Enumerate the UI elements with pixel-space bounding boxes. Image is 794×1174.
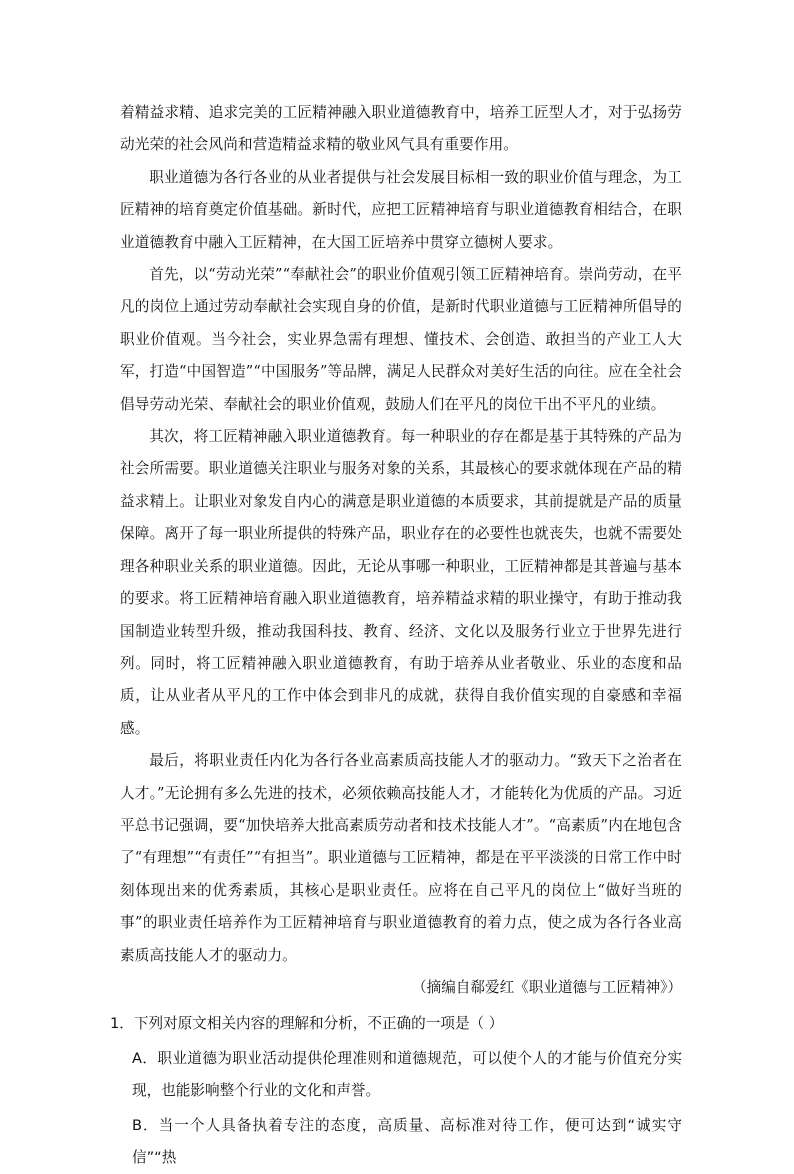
article-paragraph-4: 其次，将工匠精神融入职业道德教育。每一种职业的存在都是基于其特殊的产品为社会所需要。职业道德关注职业与服务对象的关系，其最核心的要求就体现在产品的精益求精上。让职业对象发自内心的满意是职业道德的本质要求，其前提就是产品的质量保障。离开了每一职业所提供的特殊产品，职业存在的必要性也就丧失，也就不需要处理各种职业关系的职业道德。因此，无论从事哪一种职业，工匠精神都是其普遍与基本的要求。将工匠精神培育融入职业道德教育，培养精益求精的职业操守，有助于推动我国制造业转型升级，推动我国科技、教育、经济、文化以及服务行业立于世界先进行列。同时，将工匠精神融入职业道德教育，有助于培养从业者敬业、乐业的态度和品质，让从业者从平凡的工作中体会到非凡的成就，获得自我价值实现的自豪感和幸福感。 — [120, 428, 682, 737]
document-page — [110, 97, 682, 1174]
article-paragraph-2: 职业道德为各行各业的从业者提供与社会发展目标相一致的职业价值与理念，为工匠精神的培育奠定价值基础。新时代，应把工匠精神培育与职业道德教育相结合，在职业道德教育中融入工匠精神，在大国工匠培养中贯穿立德树人要求。 — [120, 168, 682, 251]
question-stem: 1．下列对原文相关内容的理解和分析，不正确的一项是（ ） — [110, 1015, 504, 1033]
article-source: （摘编自郗爱红《职业道德与工匠精神》） — [412, 978, 682, 996]
article-paragraph-1: 着精益求精、追求完美的工匠精神融入职业道德教育中，培养工匠型人才，对于弘扬劳动光荣的社会风尚和营造精益求精的敬业风气具有重要作用。 — [120, 104, 682, 154]
question-option-b: B．当一个人具备执着专注的态度，高质量、高标准对待工作，便可达到“诚实守信”“热 — [132, 1116, 682, 1166]
article-paragraph-5: 最后，将职业责任内化为各行各业高素质高技能人才的驱动力。“致天下之治者在人才。”无论拥有多么先进的技术，必须依赖高技能人才，才能转化为优质的产品。习近平总书记强调，要“加快培养大批高素质劳动者和技术技能人才”。“高素质”内在地包含了“有理想”“有责任”“有担当”。职业道德与工匠精神，都是在平平淡淡的日常工作中时刻体现出来的优秀素质，其核心是职业责任。应将在自己平凡的岗位上“做好当班的事”的职业责任培养作为工匠精神培育与职业道德教育的着力点，使之成为各行各业高素质高技能人才的驱动力。 — [120, 752, 682, 964]
article-paragraph-3: 首先，以“劳动光荣”“奉献社会”的职业价值观引领工匠精神培育。崇尚劳动，在平凡的岗位上通过劳动奉献社会实现自身的价值，是新时代职业道德与工匠精神所倡导的职业价值观。当今社会，实业界急需有理想、懂技术、会创造、敢担当的产业工人大军，打造“中国智造”“中国服务”等品牌，满足人民群众对美好生活的向往。应在全社会倡导劳动光荣、奉献社会的职业价值观，鼓励人们在平凡的岗位干出不平凡的业绩。 — [120, 266, 682, 413]
question-option-a: A．职业道德为职业活动提供伦理准则和道德规范，可以使个人的才能与价值充分实现，也能影响整个行业的文化和声誉。 — [132, 1049, 682, 1100]
